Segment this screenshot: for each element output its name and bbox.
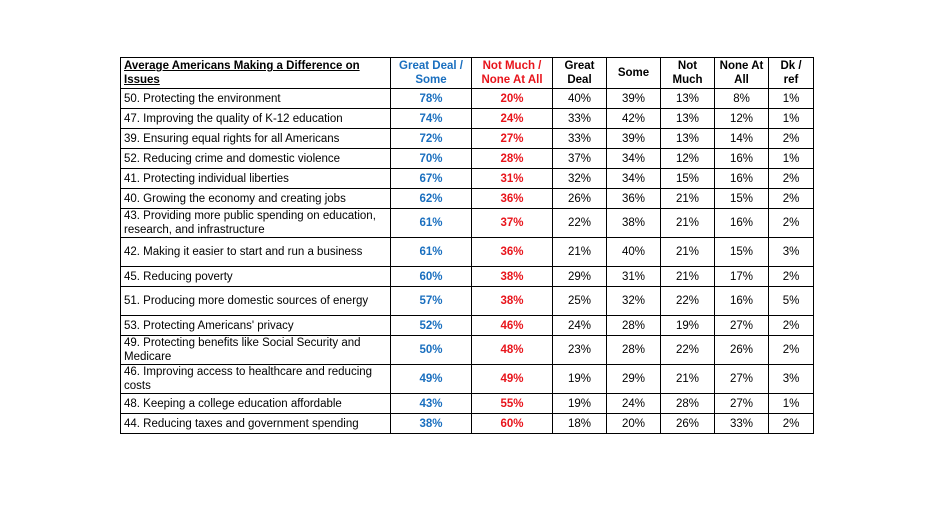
cell-great-some: 67% [391,169,472,189]
cell-none-at-all: 17% [715,267,769,287]
cell-great-some: 74% [391,109,472,129]
cell-notmuch-none: 60% [472,414,553,434]
cell-not-much: 21% [661,267,715,287]
cell-some: 40% [607,238,661,267]
cell-some: 34% [607,169,661,189]
cell-dk-ref: 3% [769,238,814,267]
cell-none-at-all: 14% [715,129,769,149]
cell-great-deal: 33% [553,129,607,149]
cell-notmuch-none: 46% [472,316,553,336]
cell-great-some: 52% [391,316,472,336]
cell-great-some: 61% [391,238,472,267]
cell-some: 29% [607,365,661,394]
table-row [121,287,814,316]
cell-notmuch-none: 31% [472,169,553,189]
cell-not-much: 21% [661,365,715,394]
table-row [121,109,814,129]
cell-great-deal: 29% [553,267,607,287]
cell-some: 24% [607,394,661,414]
cell-some: 34% [607,149,661,169]
cell-not-much: 21% [661,189,715,209]
cell-great-some: 60% [391,267,472,287]
cell-great-some: 61% [391,209,472,238]
table-row [121,169,814,189]
cell-great-deal: 26% [553,189,607,209]
cell-dk-ref: 2% [769,209,814,238]
cell-none-at-all: 16% [715,149,769,169]
cell-great-some: 70% [391,149,472,169]
cell-not-much: 13% [661,89,715,109]
table-row [121,316,814,336]
cell-none-at-all: 16% [715,169,769,189]
cell-dk-ref: 2% [769,129,814,149]
cell-great-deal: 23% [553,336,607,365]
cell-some: 28% [607,316,661,336]
cell-notmuch-none: 36% [472,238,553,267]
cell-great-some: 38% [391,414,472,434]
cell-not-much: 13% [661,129,715,149]
table-row [121,365,814,394]
cell-great-deal: 21% [553,238,607,267]
header-none-at-all: None At All [715,58,769,89]
cell-some: 28% [607,336,661,365]
cell-great-some: 62% [391,189,472,209]
cell-some: 38% [607,209,661,238]
cell-none-at-all: 27% [715,394,769,414]
cell-great-deal: 18% [553,414,607,434]
cell-great-some: 50% [391,336,472,365]
table-row [121,89,814,109]
cell-dk-ref: 2% [769,189,814,209]
cell-none-at-all: 15% [715,189,769,209]
cell-notmuch-none: 20% [472,89,553,109]
cell-great-deal: 25% [553,287,607,316]
cell-dk-ref: 3% [769,365,814,394]
cell-notmuch-none: 38% [472,267,553,287]
cell-issue: 52. Reducing crime and domestic violence [121,149,391,169]
cell-dk-ref: 1% [769,394,814,414]
cell-notmuch-none: 55% [472,394,553,414]
table-row [121,209,814,238]
table-row [121,189,814,209]
cell-none-at-all: 27% [715,316,769,336]
cell-great-some: 72% [391,129,472,149]
cell-dk-ref: 1% [769,109,814,129]
table-row [121,414,814,434]
cell-great-deal: 22% [553,209,607,238]
cell-issue: 39. Ensuring equal rights for all Americans [121,129,391,149]
cell-not-much: 21% [661,209,715,238]
table-header-row [121,58,814,89]
survey-table [120,57,814,434]
cell-issue: 48. Keeping a college education affordable [121,394,391,414]
cell-not-much: 15% [661,169,715,189]
cell-issue: 45. Reducing poverty [121,267,391,287]
cell-dk-ref: 5% [769,287,814,316]
cell-issue: 46. Improving access to healthcare and reducing costs [121,365,391,394]
header-great-some: Great Deal / Some [391,58,472,89]
cell-notmuch-none: 37% [472,209,553,238]
cell-dk-ref: 1% [769,89,814,109]
cell-notmuch-none: 48% [472,336,553,365]
cell-not-much: 12% [661,149,715,169]
cell-none-at-all: 15% [715,238,769,267]
cell-not-much: 19% [661,316,715,336]
cell-issue: 49. Protecting benefits like Social Security and Medicare [121,336,391,365]
cell-great-deal: 32% [553,169,607,189]
table-row [121,238,814,267]
table-row [121,149,814,169]
cell-dk-ref: 2% [769,316,814,336]
cell-notmuch-none: 38% [472,287,553,316]
table-body [121,89,814,434]
cell-dk-ref: 2% [769,267,814,287]
cell-none-at-all: 33% [715,414,769,434]
cell-issue: 44. Reducing taxes and government spending [121,414,391,434]
cell-dk-ref: 2% [769,414,814,434]
table-row [121,267,814,287]
cell-some: 31% [607,267,661,287]
cell-notmuch-none: 28% [472,149,553,169]
cell-not-much: 22% [661,336,715,365]
cell-none-at-all: 27% [715,365,769,394]
cell-not-much: 22% [661,287,715,316]
cell-great-some: 49% [391,365,472,394]
header-some: Some [607,58,661,89]
cell-great-some: 78% [391,89,472,109]
cell-great-some: 43% [391,394,472,414]
cell-great-deal: 33% [553,109,607,129]
cell-dk-ref: 2% [769,336,814,365]
cell-none-at-all: 8% [715,89,769,109]
header-issue: Average Americans Making a Difference on Issues [121,58,391,89]
cell-none-at-all: 12% [715,109,769,129]
cell-some: 39% [607,89,661,109]
cell-issue: 51. Producing more domestic sources of energy [121,287,391,316]
cell-none-at-all: 16% [715,287,769,316]
cell-dk-ref: 1% [769,149,814,169]
cell-issue: 43. Providing more public spending on education, research, and infrastructure [121,209,391,238]
cell-none-at-all: 16% [715,209,769,238]
cell-some: 36% [607,189,661,209]
table-row [121,336,814,365]
cell-notmuch-none: 49% [472,365,553,394]
cell-notmuch-none: 27% [472,129,553,149]
cell-great-some: 57% [391,287,472,316]
cell-issue: 53. Protecting Americans' privacy [121,316,391,336]
table-row [121,129,814,149]
cell-not-much: 26% [661,414,715,434]
cell-issue: 41. Protecting individual liberties [121,169,391,189]
cell-issue: 40. Growing the economy and creating jobs [121,189,391,209]
cell-notmuch-none: 36% [472,189,553,209]
header-not-much: Not Much [661,58,715,89]
cell-great-deal: 40% [553,89,607,109]
cell-some: 39% [607,129,661,149]
cell-not-much: 21% [661,238,715,267]
cell-not-much: 13% [661,109,715,129]
cell-some: 20% [607,414,661,434]
cell-issue: 50. Protecting the environment [121,89,391,109]
cell-great-deal: 19% [553,365,607,394]
cell-great-deal: 37% [553,149,607,169]
header-notmuch-none: Not Much / None At All [472,58,553,89]
header-great-deal: Great Deal [553,58,607,89]
cell-great-deal: 24% [553,316,607,336]
cell-notmuch-none: 24% [472,109,553,129]
cell-some: 32% [607,287,661,316]
cell-issue: 47. Improving the quality of K-12 education [121,109,391,129]
table-row [121,394,814,414]
cell-none-at-all: 26% [715,336,769,365]
header-dk-ref: Dk / ref [769,58,814,89]
cell-not-much: 28% [661,394,715,414]
cell-great-deal: 19% [553,394,607,414]
cell-some: 42% [607,109,661,129]
cell-dk-ref: 2% [769,169,814,189]
cell-issue: 42. Making it easier to start and run a business [121,238,391,267]
